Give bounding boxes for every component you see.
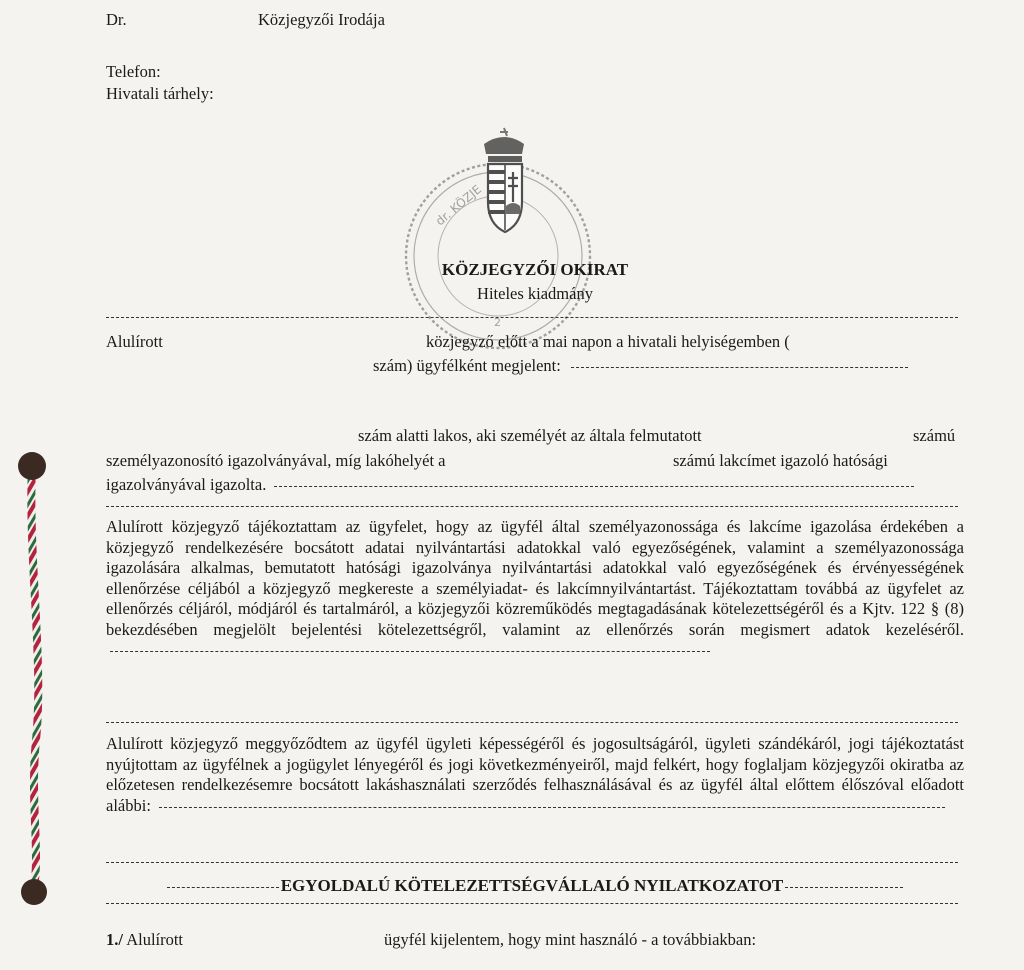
header-title-prefix: Dr. [106, 10, 127, 29]
separator-line [106, 903, 958, 904]
capacity-paragraph: Alulírott közjegyző meggyőződtem az ügyfél ügyleti képességéről és jogosultságáról, ügyleti szándékáról, jogi tájékoztatást nyújtottam az ügyfélnek a jogügylet lényegéről és jogi következményeiről, majd felkért, hogy foglaljam közjegyzői okiratba az előzetesen rendelkezésemre bocsátott lakáshasználati szerződés felhasználásával és az ügyfél által előttem élőszóval előadott alábbi: [106, 734, 964, 815]
item-number: 1./ [106, 930, 123, 949]
identity-line2: személyazonosító igazolványával, míg lakóhelyét a [106, 451, 446, 470]
seal-bead-icon [18, 452, 46, 480]
seal-bead-icon [21, 879, 47, 905]
seal-number: 2 [494, 316, 501, 329]
identity-line2-right: számú lakcímet igazoló hatósági [673, 451, 888, 470]
fill-line [167, 887, 279, 888]
identity-line1-right: számú [913, 426, 956, 445]
intro-left: Alulírott [106, 332, 163, 351]
storage-label: Hivatali tárhely: [106, 84, 214, 103]
item-left: Alulírott [126, 930, 184, 949]
header-office: Közjegyzői Irodája [258, 10, 385, 29]
document-title: KÖZJEGYZŐI OKIRAT [441, 260, 629, 279]
fill-line [274, 486, 914, 487]
identity-line1: szám alatti lakos, aki személyét az általa felmutatott [358, 426, 702, 445]
fill-line [571, 367, 908, 368]
seal-ring-text: dr. KÖZJE [432, 182, 485, 229]
cord-icon [31, 466, 38, 888]
identity-line3: igazolványával igazolta. [106, 475, 267, 494]
info-paragraph: Alulírott közjegyző tájékoztattam az ügyfelet, hogy az ügyfél által személyazonossága és lakcíme igazolása érdekében a közjegyző rendelkezésére bocsátott adatai nyilvántartási adatokkal való egyezőségének, valamint a személyazonossága igazolására alkalmas, bemutatott hatósági igazolványa nyilvántartási adatokkal való egyezőségének és érvényességének ellenőrzése céljából a közjegyző megkereste a személyiadat- és lakcímnyilvántartást. Tájékoztattam továbbá az ügyfelet az ellenőrzés céljáról, módjáról és tartalmáról, a közjegyzői közreműködés megtagadásának kötelezettségéről és a Kjtv. 122 § (8) bekezdésében megjelölt bejelentési kötelezettségről, valamint az ellenőrzés során megismert adatok kezeléséről. [106, 517, 964, 639]
separator-line [106, 862, 958, 863]
item-right: ügyfél kijelentem, hogy mint használó - a továbbiakban: [384, 930, 757, 949]
notary-seal [392, 122, 604, 354]
binding-cord [0, 440, 70, 920]
fill-line [785, 887, 903, 888]
intro-right: közjegyző előtt a mai napon a hivatali helyiségemben ( [426, 332, 790, 351]
intro-line2: szám) ügyfélként megjelent: [373, 356, 561, 375]
separator-line [106, 722, 958, 723]
separator-line [106, 317, 958, 318]
phone-label: Telefon: [106, 62, 161, 81]
fill-line [110, 651, 710, 652]
coat-of-arms-icon [484, 128, 524, 232]
separator-line [106, 506, 958, 507]
section-heading: EGYOLDALÚ KÖTELEZETTSÉGVÁLLALÓ NYILATKOZATOT [280, 876, 784, 895]
fill-line [159, 807, 945, 808]
document-subtitle: Hiteles kiadmány [477, 284, 593, 303]
